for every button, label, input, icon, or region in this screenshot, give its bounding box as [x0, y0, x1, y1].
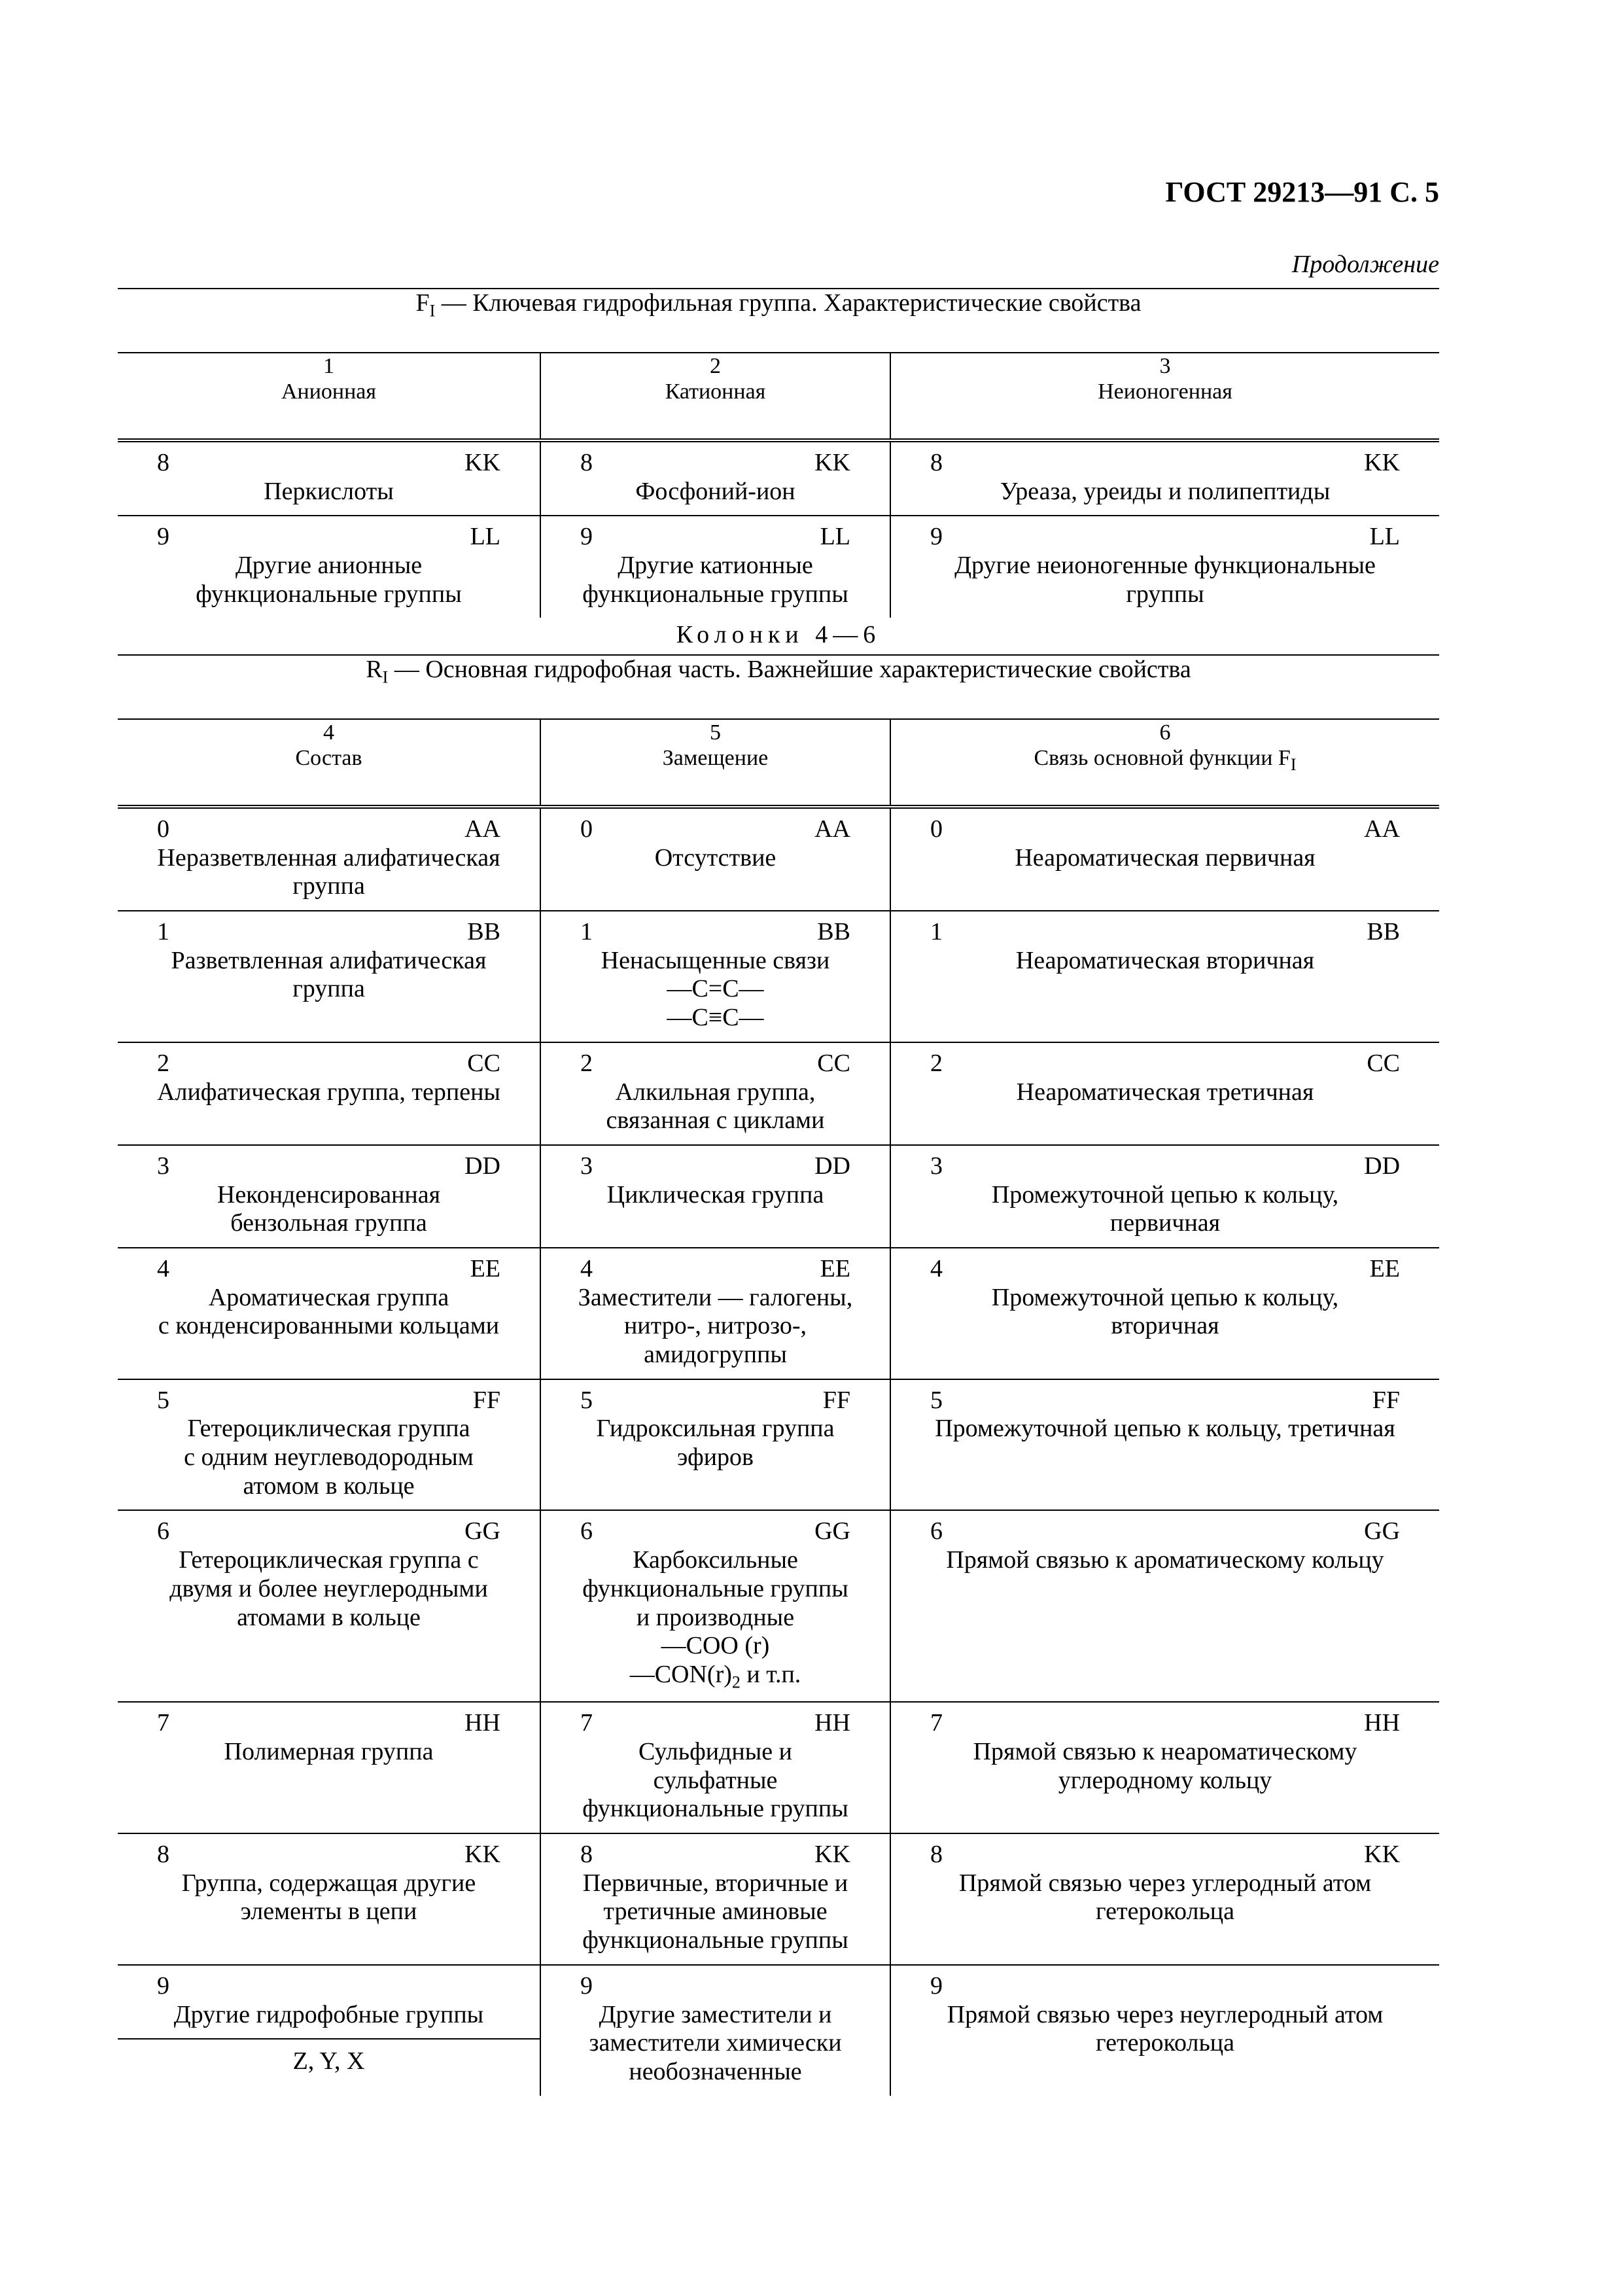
cell-text-line: Промежуточной цепью к кольцу, третичная	[935, 1415, 1395, 1443]
column-header	[890, 719, 1439, 807]
cell-number: 0	[580, 815, 593, 843]
cell-code: KK	[464, 449, 500, 476]
cell-number: 7	[580, 1709, 593, 1737]
table-cell	[540, 1702, 890, 1833]
cell-index-row	[903, 815, 1427, 844]
table-cell	[890, 1145, 1439, 1248]
table-cell	[118, 1965, 540, 2096]
cell-code: BB	[467, 918, 500, 946]
cell-number: 6	[580, 1517, 593, 1545]
cell-index-row	[553, 1386, 878, 1415]
cell-index-row	[903, 1386, 1427, 1415]
cell-text-line: углеродному кольцу	[1058, 1766, 1272, 1794]
table-cell	[890, 1965, 1439, 2096]
table-row	[118, 1702, 1439, 1833]
cell-number: 3	[930, 1152, 943, 1180]
table-cell	[118, 1379, 540, 1511]
table-cell	[540, 1145, 890, 1248]
cell-text-line: Карбоксильные	[633, 1546, 798, 1574]
table-cell	[890, 1702, 1439, 1833]
column-header	[540, 353, 890, 440]
cell-index-row	[903, 1050, 1427, 1078]
cell-text-line: гетерокольца	[1096, 1898, 1234, 1926]
cell-text-line: Перкислоты	[264, 477, 394, 505]
hydrophobic-part-table	[118, 654, 1439, 2096]
table-row	[118, 911, 1439, 1042]
table-cell	[890, 1042, 1439, 1145]
cell-text-line: необозначенные	[629, 2057, 802, 2085]
cell-text-line: Отсутствие	[654, 843, 777, 872]
cell-text-line	[553, 1661, 878, 1692]
column-title: Состав	[295, 746, 362, 771]
table-cell	[540, 1379, 890, 1511]
table-cell	[118, 440, 540, 516]
cell-code: AA	[1364, 815, 1401, 843]
cell-number: 4	[157, 1254, 169, 1282]
cell-text-line: и производные	[636, 1603, 795, 1631]
cell-number: 2	[930, 1049, 943, 1077]
cell-text-line: Неароматическая вторичная	[1015, 946, 1315, 974]
cell-index-row	[553, 523, 878, 552]
table-cell	[890, 1833, 1439, 1965]
cell-text-line: Промежуточной цепью к кольцу,	[991, 1180, 1339, 1209]
cell-text-line: эфиров	[677, 1443, 754, 1472]
cell-code: AA	[464, 815, 500, 843]
cell-code: HH	[464, 1709, 500, 1737]
cell-number: 0	[157, 815, 169, 843]
cell-code: CC	[467, 1049, 500, 1077]
cell-number: 7	[930, 1709, 943, 1737]
cell-text-line: Разветвленная алифатическая	[171, 946, 487, 974]
table-cell	[118, 1702, 540, 1833]
cell-number: 8	[157, 449, 169, 476]
cell-code: GG	[464, 1517, 500, 1545]
cell-text-line: Другие катионные	[618, 552, 813, 580]
table-cell	[540, 911, 890, 1042]
table-row	[118, 1145, 1439, 1248]
cell-index-row	[553, 1152, 878, 1181]
formula-part: —CON(r)	[629, 1660, 732, 1688]
cell-text-line: связанная с циклами	[606, 1106, 825, 1135]
cell-index-row	[553, 1517, 878, 1546]
cell-index-row	[553, 1255, 878, 1284]
document-reference: ГОСТ 29213—91 С. 5	[1165, 176, 1439, 208]
column-number: 4	[323, 720, 334, 745]
cell-text-line: Алифатическая группа, терпены	[157, 1078, 500, 1106]
cell-text-line: гетерокольца	[1096, 2029, 1234, 2057]
cell-index-row	[553, 918, 878, 947]
cell-number: 1	[157, 918, 169, 946]
cell-text-line: —C=C—	[667, 975, 764, 1003]
cell-index-row	[130, 1255, 528, 1284]
cell-code: KK	[1364, 449, 1400, 476]
cell-text-line: Гетероциклическая группа	[187, 1415, 470, 1443]
hydrophilic-group-table	[118, 288, 1439, 618]
cell-text-line: Алкильная группа,	[615, 1078, 816, 1106]
cell-code: CC	[1367, 1049, 1401, 1077]
table-cell	[118, 1042, 540, 1145]
cell-index-row	[130, 1050, 528, 1078]
cell-number: 9	[930, 1971, 943, 2000]
cell-number: 3	[580, 1152, 593, 1180]
table-cell	[890, 1379, 1439, 1511]
cell-number: 2	[157, 1049, 169, 1077]
cell-text-line: Полимерная группа	[224, 1738, 434, 1766]
column-header	[118, 353, 540, 440]
cell-number: 5	[930, 1386, 943, 1414]
column-title: Анионная	[281, 380, 377, 404]
table-row	[118, 1965, 1439, 2096]
cell-text-line: Неразветвленная алифатическая	[157, 843, 500, 872]
table-cell	[118, 911, 540, 1042]
cell-number: 9	[930, 523, 943, 551]
cell-number: 8	[930, 1841, 943, 1869]
cell-text-line: —C≡C—	[667, 1004, 764, 1032]
cell-number: 1	[930, 918, 943, 946]
cell-index-row	[553, 1972, 878, 2001]
cell-text-line: группа	[292, 872, 365, 900]
table-cell	[540, 1042, 890, 1145]
cell-text-line: атомом в кольце	[243, 1472, 415, 1500]
cell-index-row	[903, 1517, 1427, 1546]
column-header-row	[118, 353, 1439, 440]
table-cell	[540, 807, 890, 911]
table-cell	[890, 516, 1439, 618]
cell-code: HH	[1364, 1709, 1401, 1737]
caption-symbol-subscript: I	[382, 667, 389, 687]
table-cell	[540, 1965, 890, 2096]
cell-number: 4	[930, 1254, 943, 1282]
cell-text-line: функциональные группы	[582, 580, 848, 608]
cell-index-row	[903, 1709, 1427, 1738]
column-title: Связь основной функции F	[1034, 746, 1291, 771]
column-title-subscript: I	[1290, 754, 1297, 774]
table-row	[118, 1833, 1439, 1965]
cell-text-line: Ненасыщенные связи	[601, 946, 830, 974]
cell-text-line: нитро-, нитрозо-,	[623, 1312, 807, 1340]
table-row	[118, 807, 1439, 911]
cell-text-line: Неароматическая третичная	[1016, 1078, 1314, 1106]
cell-code: LL	[820, 523, 850, 551]
cell-text-line: Заместители — галогены,	[578, 1283, 853, 1311]
cell-text-line: Ароматическая группа	[208, 1283, 449, 1311]
table-row	[118, 1510, 1439, 1702]
cell-code: BB	[817, 918, 850, 946]
cell-number: 1	[580, 918, 593, 946]
cell-index-row	[130, 1152, 528, 1181]
section-title-columns-4-6: Колонки 4—6	[676, 621, 881, 648]
cell-text-line: Группа, содержащая другие	[181, 1869, 476, 1897]
cell-number: 9	[580, 523, 593, 551]
cell-text-line: Прямой связью через неуглеродный атом	[947, 2000, 1384, 2028]
cell-text-line: бензольная группа	[230, 1209, 427, 1237]
cell-text-line: группы	[1126, 580, 1204, 608]
column-title: Неионогенная	[1098, 380, 1232, 404]
cell-text-line: Циклическая группа	[606, 1180, 824, 1209]
table-cell	[540, 1510, 890, 1702]
cell-text-line: Другие заместители и	[599, 2000, 832, 2028]
cell-code: FF	[472, 1386, 500, 1414]
cell-text-line: третичные аминовые	[603, 1898, 828, 1926]
cell-number: 8	[930, 449, 943, 476]
table-cell	[118, 516, 540, 618]
cell-code: DD	[814, 1152, 850, 1180]
cell-text-line: Фосфоний-ион	[635, 477, 795, 505]
cell-number: 6	[157, 1517, 169, 1545]
cell-code: GG	[814, 1517, 850, 1545]
cell-index-row	[130, 1972, 528, 2001]
cell-number: 5	[157, 1386, 169, 1414]
cell-number: 9	[580, 1971, 593, 2000]
cell-code: FF	[822, 1386, 850, 1414]
cell-text-line: Другие анионные	[235, 552, 423, 580]
cell-code: GG	[1364, 1517, 1401, 1545]
cell-text-line: вторичная	[1111, 1312, 1219, 1340]
table-cell	[118, 1510, 540, 1702]
cell-code: KK	[814, 1841, 850, 1869]
table-cell	[890, 807, 1439, 911]
cell-text-line: Прямой связью к ароматическому кольцу	[946, 1546, 1384, 1574]
table-cell	[118, 1145, 540, 1248]
cell-text-line: Первичные, вторичные и	[582, 1869, 848, 1897]
cell-text-line: Другие неионогенные функциональные	[954, 552, 1376, 580]
cell-number: 8	[580, 1841, 593, 1869]
cell-index-row	[553, 1709, 878, 1738]
cell-number: 3	[157, 1152, 169, 1180]
cell-text-line: амидогруппы	[644, 1341, 787, 1368]
cell-text-line: —COO (r)	[661, 1632, 770, 1660]
cell-text-line: Прямой связью к неароматическому	[973, 1738, 1357, 1766]
cell-number: 2	[580, 1049, 593, 1077]
table-row	[118, 516, 1439, 618]
cell-number: 4	[580, 1254, 593, 1282]
cell-index-row	[130, 523, 528, 552]
formula-suffix: и т.п.	[740, 1660, 801, 1688]
cell-index-row	[130, 1709, 528, 1738]
column-number: 5	[710, 720, 721, 745]
column-title: Катионная	[665, 380, 766, 404]
cell-number: 7	[157, 1709, 169, 1737]
column-title: Замещение	[662, 746, 769, 771]
cell-text-line: двумя и более неуглеродными	[169, 1574, 488, 1602]
cell-text-line: функциональные группы	[582, 1795, 848, 1823]
caption-symbol-subscript: I	[429, 301, 436, 321]
caption-text: — Основная гидрофобная часть. Важнейшие характеристические свойства	[388, 656, 1191, 683]
formula-subscript: 2	[731, 1672, 741, 1692]
cell-index-row	[903, 1255, 1427, 1284]
cell-text-line: Сульфидные и	[638, 1738, 792, 1766]
cell-code: CC	[817, 1049, 850, 1077]
cell-index-row	[903, 523, 1427, 552]
cell-text-line: Промежуточной цепью к кольцу,	[991, 1283, 1339, 1311]
cell-text-line: с конденсированными кольцами	[158, 1312, 500, 1340]
cell-text-line: Неароматическая первичная	[1015, 843, 1316, 872]
cell-index-row	[903, 918, 1427, 947]
column-header	[890, 353, 1439, 440]
cell-index-row	[553, 449, 878, 478]
cell-code: EE	[1369, 1254, 1401, 1282]
table-cell	[540, 1833, 890, 1965]
table-row	[118, 440, 1439, 516]
cell-code: LL	[1369, 523, 1400, 551]
cell-code: KK	[464, 1841, 500, 1869]
cell-text-line: элементы в цепи	[240, 1898, 417, 1926]
cell-index-row	[553, 1050, 878, 1078]
cell-text-line: функциональные группы	[582, 1926, 848, 1954]
table-caption	[118, 289, 1439, 353]
cell-text-line: функциональные группы	[582, 1574, 848, 1602]
caption-text: — Ключевая гидрофильная группа. Характеристические свойства	[435, 289, 1142, 317]
cell-index-row	[130, 815, 528, 844]
cell-text-line: атомами в кольце	[237, 1603, 421, 1631]
cell-text-line: Гидроксильная группа	[596, 1415, 835, 1443]
cell-number: 0	[930, 815, 943, 843]
column-number: 3	[1159, 354, 1171, 378]
table-cell	[540, 516, 890, 618]
table-cell	[890, 1248, 1439, 1379]
cell-code: DD	[464, 1152, 500, 1180]
cell-footer-codes: Z, Y, X	[118, 2038, 540, 2076]
table-cell	[890, 911, 1439, 1042]
cell-index-row	[903, 1841, 1427, 1869]
table-caption-row	[118, 655, 1439, 719]
cell-code: KK	[1364, 1841, 1401, 1869]
column-header-row	[118, 719, 1439, 807]
cell-index-row	[130, 449, 528, 478]
table-cell	[540, 1248, 890, 1379]
cell-text-line: заместители химически	[589, 2029, 842, 2057]
table-caption	[118, 655, 1439, 719]
cell-code: FF	[1372, 1386, 1401, 1414]
caption-symbol: R	[366, 656, 383, 683]
table-cell	[890, 1510, 1439, 1702]
continuation-label: Продолжение	[1291, 251, 1439, 278]
caption-symbol: F	[415, 289, 430, 317]
column-number: 1	[323, 354, 334, 378]
cell-text-line: сульфатные	[653, 1766, 778, 1794]
cell-number: 8	[580, 449, 593, 476]
cell-index-row	[553, 815, 878, 844]
table-cell	[540, 440, 890, 516]
cell-text-line: Другие гидрофобные группы	[173, 2000, 484, 2028]
cell-code: EE	[470, 1254, 500, 1282]
cell-number: 9	[157, 523, 169, 551]
cell-text-line: первичная	[1109, 1209, 1221, 1237]
cell-text-line: функциональные группы	[196, 580, 462, 608]
cell-number: 8	[157, 1841, 169, 1869]
cell-text-line: Неконденсированная	[217, 1180, 441, 1209]
cell-number: 5	[580, 1386, 593, 1414]
cell-index-row	[903, 1152, 1427, 1181]
cell-text-line: с одним неуглеводородным	[184, 1443, 474, 1472]
table-row	[118, 1248, 1439, 1379]
cell-code: DD	[1364, 1152, 1401, 1180]
cell-code: AA	[814, 815, 850, 843]
cell-text-line: Гетероциклическая группа с	[179, 1546, 479, 1574]
cell-index-row	[130, 1386, 528, 1415]
cell-index-row	[903, 449, 1427, 478]
cell-index-row	[903, 1972, 1427, 2001]
table-cell	[118, 1248, 540, 1379]
table-row	[118, 1379, 1439, 1511]
column-header	[540, 719, 890, 807]
cell-number: 6	[930, 1517, 943, 1545]
cell-text-line: Прямой связью через углеродный атом	[958, 1869, 1372, 1897]
cell-code: BB	[1367, 918, 1401, 946]
cell-code: EE	[820, 1254, 850, 1282]
table-cell	[118, 807, 540, 911]
cell-code: KK	[814, 449, 850, 476]
column-number: 6	[1159, 720, 1171, 745]
cell-index-row	[553, 1841, 878, 1869]
table-row	[118, 1042, 1439, 1145]
cell-text-line: группа	[292, 975, 365, 1003]
cell-index-row	[130, 1517, 528, 1546]
table-cell	[118, 1833, 540, 1965]
table-cell	[890, 440, 1439, 516]
column-header	[118, 719, 540, 807]
cell-index-row	[130, 918, 528, 947]
cell-number: 9	[157, 1971, 169, 2000]
column-number: 2	[710, 354, 721, 378]
cell-text-line: Уреаза, уреиды и полипептиды	[1000, 477, 1331, 505]
cell-code: HH	[814, 1709, 850, 1737]
table-caption-row	[118, 289, 1439, 353]
cell-code: LL	[470, 523, 500, 551]
cell-index-row	[130, 1841, 528, 1869]
